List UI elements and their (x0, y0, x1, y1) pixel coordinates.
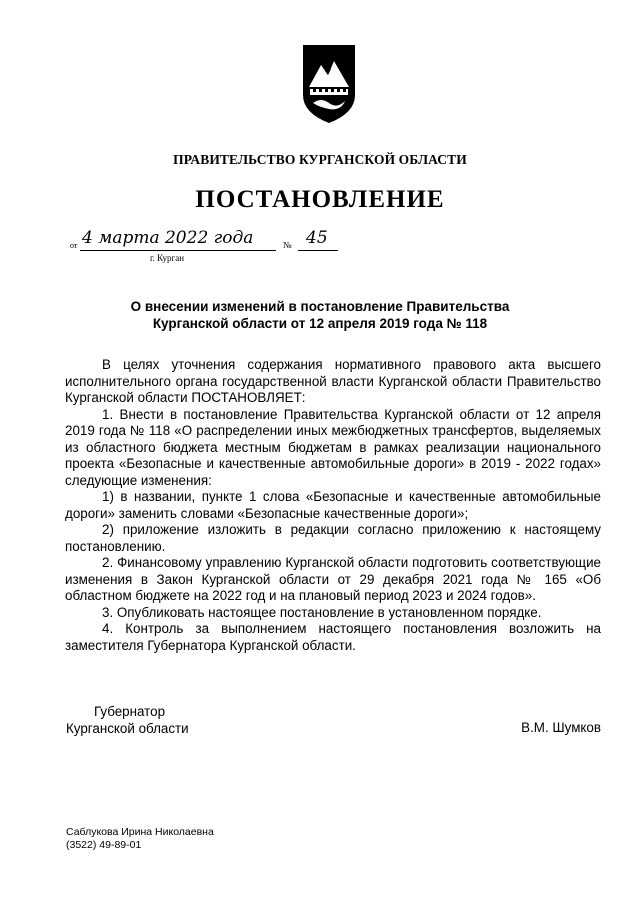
paragraph: 2. Финансовому управлению Курганской области подготовить соответствующие изменения в Закон Курганской области от 29 декабря 2021 года № 165 «Об областном бюджете на 2022 год и на плановый период 2023 и 2024 годов». (65, 555, 601, 603)
heading-line: О внесении изменений в постановление Правительства (130, 299, 510, 314)
date-underline (80, 250, 276, 251)
contact-phone: (3522) 49-89-01 (66, 839, 142, 851)
paragraph: В целях уточнения содержания нормативного правового акта высшего исполнительного органа государственной власти Курганской области Правительство Курганской области ПОСТАНОВЛЯЕТ: (65, 357, 601, 405)
position-line: Губернатор (94, 704, 166, 719)
position-line: Курганской области (66, 720, 189, 736)
handwritten-number: 45 (306, 228, 328, 248)
document-type: ПОСТАНОВЛЕНИЕ (195, 186, 445, 213)
date-number-block (70, 228, 360, 268)
handwritten-date: 4 марта 2022 года (82, 228, 254, 248)
contact-name: Саблукова Ирина Николаевна (66, 826, 214, 838)
city-label: г. Курган (150, 253, 185, 263)
paragraph: 4. Контроль за выполнением настоящего постановления возложить на заместителя Губернатора Курганской области. (65, 621, 601, 653)
coat-of-arms-icon (301, 43, 357, 125)
signatory-name: В.М. Шумков (521, 720, 601, 735)
heading-line: Курганской области от 12 апреля 2019 года № 118 (152, 316, 488, 331)
paragraph: 3. Опубликовать настоящее постановление в установленном порядке. (102, 604, 542, 620)
signatory-position (66, 704, 189, 737)
document-heading (0, 298, 640, 332)
number-label: № (283, 240, 292, 250)
number-underline (298, 250, 338, 251)
from-label: от (70, 241, 78, 250)
document-body (65, 357, 601, 654)
paragraph: 1) в названии, пункте 1 слова «Безопасные и качественные автомобильные дороги» заменить словами «Безопасные качественные дороги»; (65, 489, 601, 521)
paragraph: 2) приложение изложить в редакции согласно приложению к настоящему постановлению. (65, 522, 601, 554)
contact-block (66, 826, 214, 852)
paragraph: 1. Внести в постановление Правительства Курганской области от 12 апреля 2019 года № 118 «О распределении иных межбюджетных трансфертов, выделяемых из областного бюджета местным бюджетам в рамках реализации национального проекта «Безопасные и качественные автомобильные дороги» в 2019 - 2022 годах» следующие изменения: (65, 406, 601, 488)
government-name: ПРАВИТЕЛЬСТВО КУРГАНСКОЙ ОБЛАСТИ (173, 152, 467, 167)
